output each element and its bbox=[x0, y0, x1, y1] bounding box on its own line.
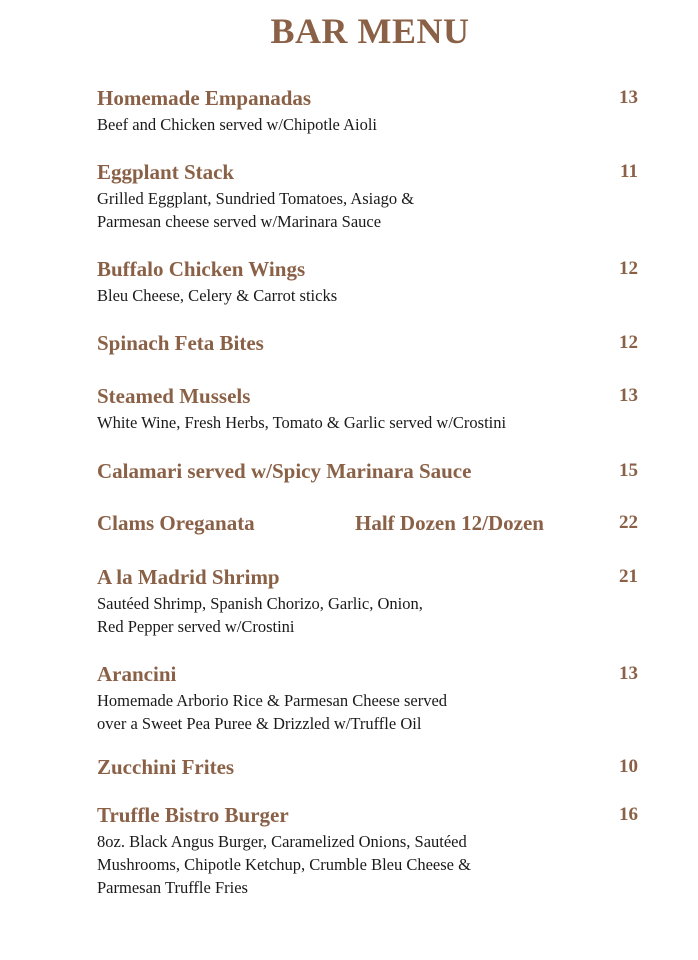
item-description: Sautéed Shrimp, Spanish Chorizo, Garlic, Onion, Red Pepper served w/Crostini bbox=[97, 594, 423, 636]
menu-item-steamed-mussels bbox=[97, 384, 642, 434]
item-price: 12 bbox=[619, 258, 638, 279]
menu-item-calamari bbox=[97, 459, 642, 485]
item-price: 13 bbox=[619, 385, 638, 406]
item-name: Spinach Feta Bites bbox=[97, 331, 264, 355]
item-name: Eggplant Stack bbox=[97, 160, 235, 184]
item-half-dozen-price: Half Dozen 12/Dozen bbox=[355, 511, 544, 535]
item-description: Grilled Eggplant, Sundried Tomatoes, Asiago & Parmesan cheese served w/Marinara Sauce bbox=[97, 189, 415, 231]
menu-item-arancini bbox=[97, 662, 642, 735]
item-description: Beef and Chicken served w/Chipotle Aioli bbox=[97, 115, 377, 134]
menu-title: BAR MENU bbox=[270, 11, 470, 51]
menu-item-truffle-burger bbox=[97, 803, 642, 899]
item-price: 22 bbox=[619, 512, 638, 533]
item-description: White Wine, Fresh Herbs, Tomato & Garlic served w/Crostini bbox=[97, 413, 507, 432]
item-name: Zucchini Frites bbox=[97, 755, 235, 779]
item-name: Steamed Mussels bbox=[97, 384, 251, 408]
menu-item-zucchini-frites bbox=[97, 755, 642, 781]
item-name: Clams Oreganata bbox=[97, 511, 255, 535]
item-description: Bleu Cheese, Celery & Carrot sticks bbox=[97, 286, 338, 305]
item-name: Homemade Empanadas bbox=[97, 86, 312, 110]
item-price: 13 bbox=[619, 663, 638, 684]
item-description: 8oz. Black Angus Burger, Caramelized Onions, Sautéed Mushrooms, Chipotle Ketchup, Crumble Bleu Cheese & Parmesan Truffle Fries bbox=[97, 832, 471, 897]
menu-item-eggplant-stack bbox=[97, 160, 642, 233]
menu-item-madrid-shrimp bbox=[97, 565, 642, 638]
item-price: 12 bbox=[619, 332, 638, 353]
menu-item-spinach-feta-bites bbox=[97, 331, 642, 357]
item-name: Calamari served w/Spicy Marinara Sauce bbox=[97, 459, 472, 483]
item-name: Truffle Bistro Burger bbox=[97, 803, 289, 827]
menu-item-buffalo-wings bbox=[97, 257, 642, 307]
item-price: 16 bbox=[619, 804, 638, 825]
menu-item-clams-oreganata bbox=[97, 511, 642, 537]
item-price: 11 bbox=[620, 161, 638, 182]
item-price: 13 bbox=[619, 87, 638, 108]
item-name: Buffalo Chicken Wings bbox=[97, 257, 306, 281]
item-price: 10 bbox=[619, 756, 638, 777]
item-description: Homemade Arborio Rice & Parmesan Cheese served over a Sweet Pea Puree & Drizzled w/Truffle Oil bbox=[97, 691, 448, 733]
menu-item-empanadas bbox=[97, 86, 642, 136]
item-name: A la Madrid Shrimp bbox=[97, 565, 280, 589]
item-price: 21 bbox=[619, 566, 638, 587]
item-price: 15 bbox=[619, 460, 638, 481]
item-name: Arancini bbox=[97, 662, 177, 686]
